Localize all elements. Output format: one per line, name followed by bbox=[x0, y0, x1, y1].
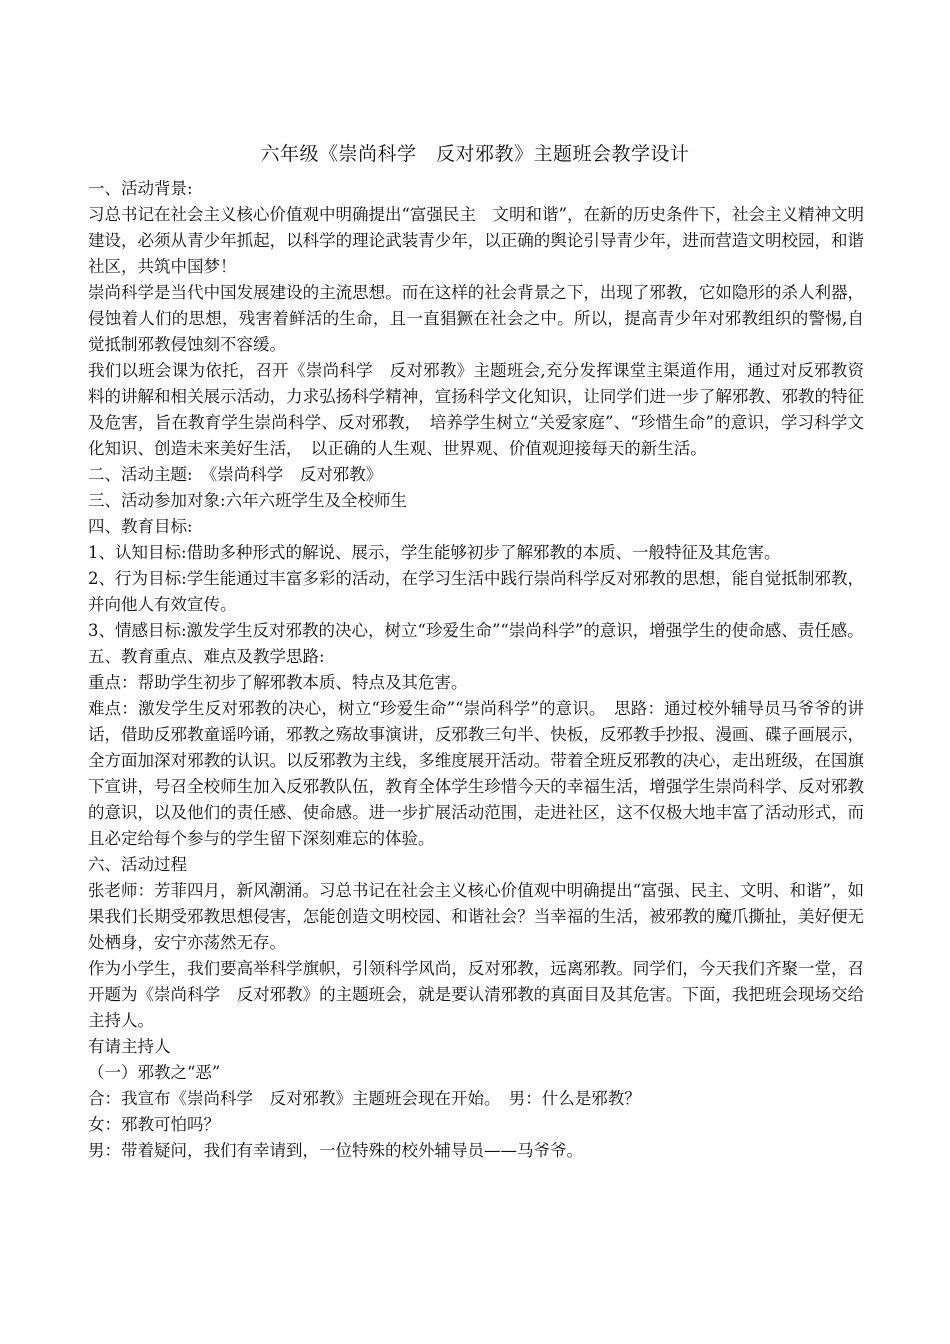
section-heading-theme: 二、活动主题: 《崇尚科学 反对邪教》 bbox=[88, 465, 383, 484]
goal-behavioral: 2、行为目标:学生能通过丰富多彩的活动，在学习生活中践行崇尚科学反对邪教的思想，能自觉抵制邪教，并向他人有效宣传。 bbox=[88, 569, 864, 614]
subsection-heading-evil: （一）邪教之“恶” bbox=[88, 1063, 221, 1082]
background-paragraph-2: 崇尚科学是当代中国发展建设的主流思想。而在这样的社会背景之下，出现了邪教，它如隐形的杀人利器，侵蚀着人们的思想，残害着鲜活的生命，且一直猖獗在社会之中。所以，提高青少年对邪教组织的警惕,自觉抵制邪教侵蚀刻不容缓。 bbox=[88, 283, 864, 354]
dialogue-line-2: 女：邪教可怕吗？ bbox=[88, 1115, 220, 1134]
background-paragraph-1: 习总书记在社会主义核心价值观中明确提出“富强民主 文明和谐”，在新的历史条件下，社会主义精神文明建设，必须从青少年抓起，以科学的理论武装青少年，以正确的舆论引导青少年，进而营造文明校园，和谐社区，共筑中国梦！ bbox=[88, 205, 864, 276]
goal-cognitive: 1、认知目标:借助多种形式的解说、展示，学生能够初步了解邪教的本质、一般特征及其危害。 bbox=[88, 543, 781, 562]
dialogue-line-3: 男：带着疑问，我们有幸请到，一位特殊的校外辅导员——马爷爷。 bbox=[88, 1141, 583, 1160]
section-heading-key-points: 五、教育重点、难点及教学思路: bbox=[88, 647, 325, 666]
section-heading-participants: 三、活动参加对象:六年六班学生及全校师生 bbox=[88, 491, 408, 510]
difficulty-and-approach: 难点：激发学生反对邪教的决心，树立“珍爱生命”“崇尚科学”的意识。 思路：通过校外辅导员马爷爷的讲话，借助反邪教童谣吟诵，邪教之殇故事演讲，反邪教三句半、快板，反邪教手抄报、漫画、碟子画展示，全方面加深对邪教的认识。以反邪教为主线，多维度展开活动。带着全班反邪教的决心，走出班级，在国旗下宣讲，号召全校师生加入反邪教队伍，教育全体学生珍惜今天的幸福生活，增强学生崇尚科学、反对邪教的意识，以及他们的责任感、使命感。进一步扩展活动范围，走进社区，这不仅极大地丰富了活动形式，而且必定给每个参与的学生留下深刻难忘的体验。 bbox=[88, 699, 864, 848]
key-point: 重点：帮助学生初步了解邪教本质、特点及其危害。 bbox=[88, 673, 468, 692]
section-heading-process: 六、活动过程 bbox=[88, 855, 187, 874]
host-invitation: 有请主持人 bbox=[88, 1037, 171, 1056]
background-paragraph-3: 我们以班会课为依托，召开《崇尚科学 反对邪教》主题班会,充分发挥课堂主渠道作用，通过对反邪教资料的讲解和相关展示活动，力求弘扬科学精神，宣扬科学文化知识，让同学们进一步了解邪教、邪教的特征及危害，旨在教育学生崇尚科学、反对邪教， 培养学生树立“关爱家庭”、“珍惜生命”的意识，学习科学文化知识、创造未来美好生活， 以正确的人生观、世界观、价值观迎接每天的新生活。 bbox=[88, 361, 864, 458]
teacher-speech-2: 作为小学生，我们要高举科学旗帜，引领科学风尚，反对邪教，远离邪教。同学们，今天我们齐聚一堂，召开题为《崇尚科学 反对邪教》的主题班会，就是要认清邪教的真面目及其危害。下面，我把班会现场交给主持人。 bbox=[88, 959, 864, 1030]
document-body bbox=[88, 176, 864, 1164]
teacher-speech-1: 张老师：芳菲四月，新风潮涌。习总书记在社会主义核心价值观中明确提出“富强、民主、文明、和谐”，如果我们长期受邪教思想侵害，怎能创造文明校园、和谐社会？当幸福的生活，被邪教的魔爪撕扯，美好便无处栖身，安宁亦荡然无存。 bbox=[88, 881, 864, 952]
section-heading-goals: 四、教育目标: bbox=[88, 517, 193, 536]
section-heading-background: 一、活动背景: bbox=[88, 179, 193, 198]
dialogue-line-1: 合：我宣布《崇尚科学 反对邪教》主题班会现在开始。 男：什么是邪教？ bbox=[88, 1089, 641, 1108]
goal-emotional: 3、情感目标:激发学生反对邪教的决心，树立“珍爱生命”“崇尚科学”的意识，增强学生的使命感、责任感。 bbox=[88, 621, 864, 640]
document-title: 六年级《崇尚科学 反对邪教》主题班会教学设计 bbox=[260, 143, 690, 165]
